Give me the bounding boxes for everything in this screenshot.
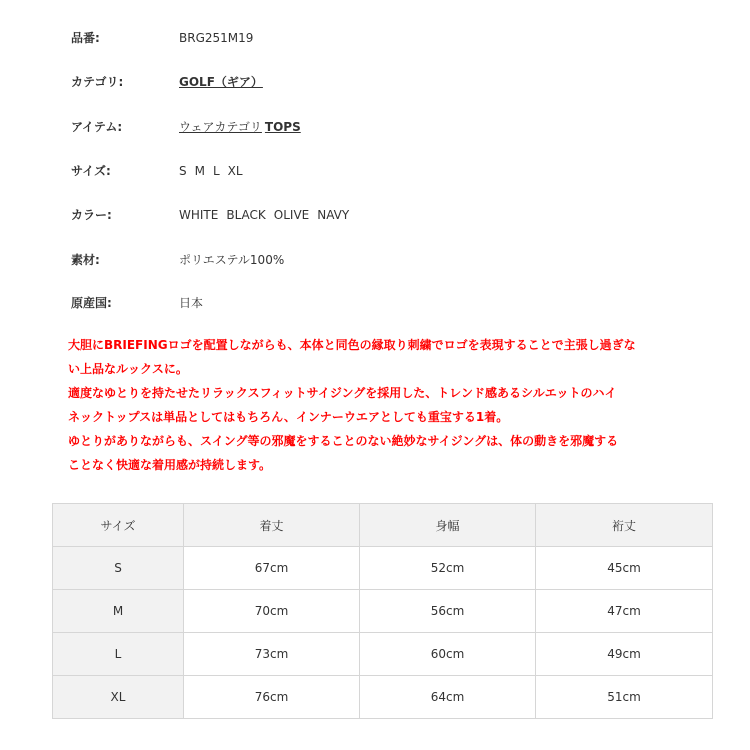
- width-cell: 60cm: [360, 633, 536, 676]
- size-cell: XL: [53, 676, 184, 719]
- spec-row-size: [0, 161, 750, 181]
- spec-value-product-code: BRG251M19: [179, 31, 254, 45]
- spec-row-item: [0, 117, 750, 137]
- color-option: WHITE: [179, 208, 219, 222]
- size-chart-header-size: サイズ: [53, 504, 184, 547]
- color-option: OLIVE: [273, 208, 310, 222]
- description-line: 適度なゆとりを持たせたリラックスフィットサイジングを採用した、トレンド感あるシルエットのハイ: [68, 386, 617, 400]
- size-cell: M: [53, 590, 184, 633]
- spec-label-product-code: 品番:: [71, 31, 100, 45]
- spec-value-item: [179, 117, 301, 137]
- size-cell: S: [53, 547, 184, 590]
- length-cell: 70cm: [184, 590, 360, 633]
- description-line: ことなく快適な着用感が持続します。: [68, 458, 272, 472]
- width-cell: 56cm: [360, 590, 536, 633]
- spec-label-origin: 原産国:: [71, 296, 112, 310]
- size-option: M: [194, 164, 205, 178]
- spec-row-color: [0, 205, 750, 225]
- table-row: [53, 633, 713, 676]
- color-option: BLACK: [226, 208, 266, 222]
- length-cell: 67cm: [184, 547, 360, 590]
- length-cell: 76cm: [184, 676, 360, 719]
- table-row: [53, 547, 713, 590]
- item-link-tops[interactable]: TOPS: [264, 120, 301, 134]
- spec-label-item: アイテム:: [71, 120, 123, 134]
- table-row: [53, 676, 713, 719]
- size-option: XL: [227, 164, 243, 178]
- table-row: [53, 590, 713, 633]
- spec-label-material: 素材:: [71, 253, 100, 267]
- spec-value-category: [179, 72, 263, 92]
- spec-row-category: [0, 72, 750, 92]
- sleeve-cell: 51cm: [536, 676, 713, 719]
- spec-value-origin: 日本: [179, 296, 204, 310]
- size-chart-header-row: [53, 504, 713, 547]
- spec-value-material: ポリエステル100%: [179, 253, 285, 267]
- item-link-wear-category[interactable]: ウェアカテゴリ: [179, 120, 262, 134]
- spec-label-category: カテゴリ:: [71, 75, 124, 89]
- sleeve-cell: 49cm: [536, 633, 713, 676]
- size-chart-header-length: 着丈: [184, 504, 360, 547]
- spec-row-product-code: [0, 28, 750, 48]
- spec-label-size: サイズ:: [71, 164, 111, 178]
- product-description: [68, 333, 708, 477]
- sleeve-cell: 45cm: [536, 547, 713, 590]
- size-chart-table: [52, 503, 713, 719]
- spec-value-size: [179, 161, 243, 181]
- spec-row-material: [0, 250, 750, 270]
- width-cell: 52cm: [360, 547, 536, 590]
- length-cell: 73cm: [184, 633, 360, 676]
- width-cell: 64cm: [360, 676, 536, 719]
- sleeve-cell: 47cm: [536, 590, 713, 633]
- spec-label-color: カラー:: [71, 208, 112, 222]
- size-option: S: [179, 164, 187, 178]
- category-link-golf[interactable]: GOLF（ギア）: [179, 75, 263, 89]
- size-chart-header-sleeve: 裄丈: [536, 504, 713, 547]
- spec-value-color: [179, 205, 349, 225]
- description-line: い上品なルックスに。: [68, 362, 188, 376]
- size-option: L: [212, 164, 220, 178]
- description-line: ゆとりがありながらも、スイング等の邪魔をすることのない絶妙なサイジングは、体の動きを邪魔する: [68, 434, 619, 448]
- description-line: 大胆にBRIEFINGロゴを配置しながらも、本体と同色の縁取り刺繍でロゴを表現することで主張し過ぎな: [68, 338, 636, 352]
- color-option: NAVY: [317, 208, 350, 222]
- size-cell: L: [53, 633, 184, 676]
- spec-row-origin: [0, 293, 750, 313]
- size-chart-header-width: 身幅: [360, 504, 536, 547]
- description-line: ネックトップスは単品としてはもちろん、インナーウエアとしても重宝する1着。: [68, 410, 509, 424]
